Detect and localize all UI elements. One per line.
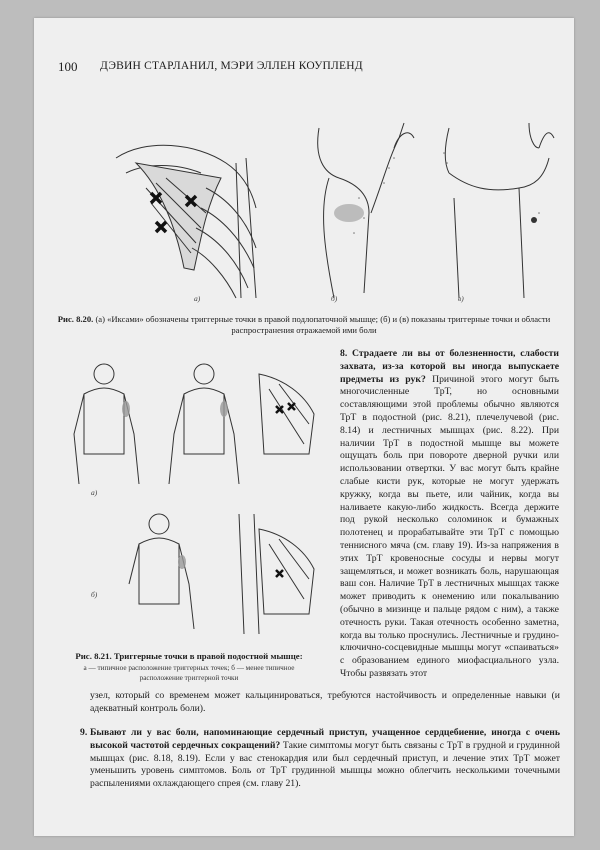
running-title: ДЭВИН СТАРЛАНИЛ, МЭРИ ЭЛЛЕН КОУПЛЕНД <box>100 60 363 72</box>
figure-8-20-b <box>299 118 419 303</box>
question-8-paragraph <box>340 348 559 681</box>
book-page <box>34 18 574 836</box>
question-9-number: 9. <box>80 727 88 738</box>
question-9-answer: Такие симптомы могут быть связаны с ТрТ в грудной и грудинной мышцах (рис. 8.18, 8.19). Если у вас стенокардия или был сердечный приступ, и лечение этих ТрТ может уменьшить уровень симптомов. Боль от ТрТ грудинной мышцы можно облегчить несколькими точечными распылениями охлаждающего спрея (см. главу 21). <box>90 739 560 790</box>
question-9-heading: Бывают ли у вас боли, напоминающие сердечный приступ, учащенное сердцебиение, иногда с очень высокой частотой сердечных сокращений? <box>90 727 560 751</box>
figure-8-21-label-b: б) <box>91 590 98 599</box>
question-8-heading: 8. Страдаете ли вы от болезненности, слабости захвата, из-за которой вы иногда выпускаете предметы из рук? <box>340 348 559 385</box>
figure-8-20-label-b: б) <box>331 294 338 303</box>
question-8-continuation: узел, который со временем может кальцинироваться, требуются настойчивость и определенные навыки (и адекватный контроль боли). <box>90 690 560 714</box>
figure-8-20-v <box>419 118 559 303</box>
figure-8-21-b <box>54 504 324 644</box>
page-number: 100 <box>58 59 78 74</box>
pain-zone <box>334 204 364 222</box>
figure-8-20-caption <box>54 314 554 336</box>
question-9-paragraph <box>80 727 560 791</box>
figure-8-21-a <box>54 354 324 499</box>
trigger-point-dot <box>531 217 537 223</box>
figure-8-20-a <box>106 118 266 303</box>
figure-8-21-caption: Рис. 8.21. Триггерные точки в правой подостной мышце: <box>75 651 303 661</box>
figure-8-21-caption-sub: а — типичное расположение триггерных точек; б — менее типичное расположение триггерной точки <box>83 664 295 682</box>
figure-8-20-caption-label: Рис. 8.20. <box>57 314 94 324</box>
figure-8-21-label-a: а) <box>91 488 98 497</box>
scapula-illustration <box>106 118 266 303</box>
figure-8-20-caption-text: (а) «Иксами» обозначены триггерные точки в правой подлопаточной мышце; (б) и (в) показаны триггерные точки и области распространения отражаемой ими боли <box>93 314 551 335</box>
figure-8-20-label-a: а) <box>194 294 201 303</box>
figure-8-20-label-v: в) <box>458 294 464 303</box>
question-8-text: Причиной этого могут быть многочисленные ТрТ, но основными составляющими этой проблемы обычно являются ТрТ в подостной (рис. 8.21), плечелучевой (рис. 8.14) и лестничных мышцах (рис. 8.22). При наличии ТрТ в подостной мышце вы можете ощущать боль при повороте дверной ручки или использовании отвертки. У вас могут быть крайне слабые кисти рук, которые не могут удержать кружку, когда вы пьете, или чайник, когда вы наливаете какую-либо жидкость. Всегда держите под рукой несколько соломинок и бумажных полотенец и прорабатывайте эти ТрТ с помощью теннисного мяча (см. главу 19). Из-за напряжения в этих ТрТ кровеносные сосуды и нервы могут защемляться, и может возникать боль, нарушающая ваш сон. Наличие ТрТ в лестничных мышцах также может приводить к онемению или покалыванию (обычно в мизинце и пальце рядом с ним), а также отечность руки. Такая отечность особенно заметна, когда вы только проснулись. Лестничные и грудино-ключично-сосцевидные мышцы могут «спаиваться» с образованием единого миофасциального узла. Чтобы развязать этот <box>340 373 559 679</box>
